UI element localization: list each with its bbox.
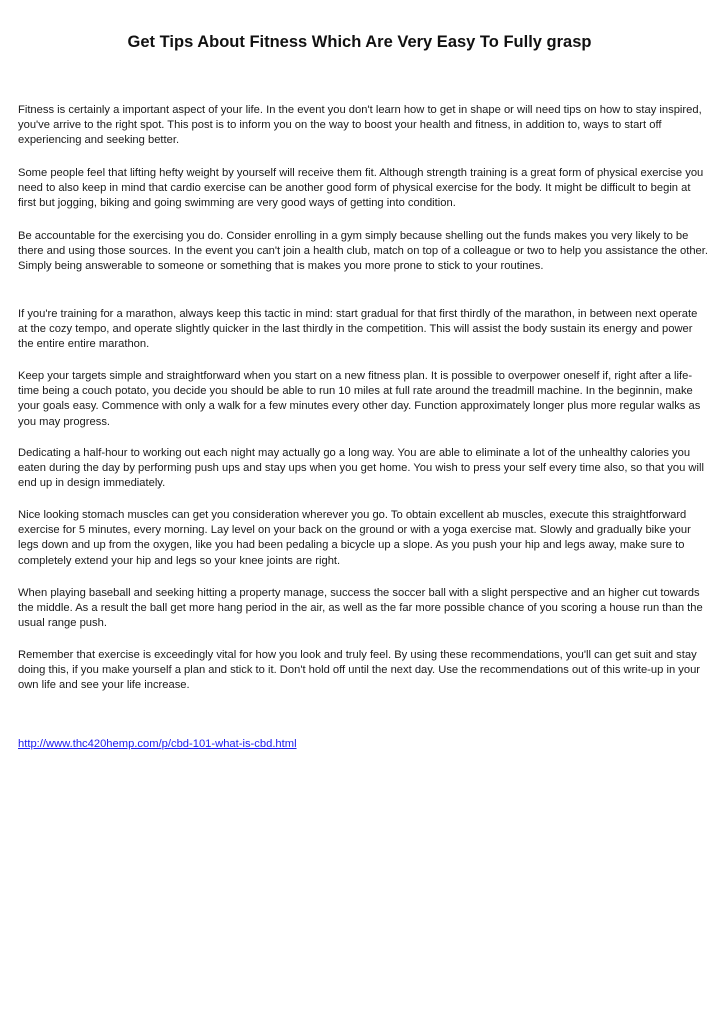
paragraph-accountability: Be accountable for the exercising you do. Consider enrolling in a gym simply because shelling out the funds makes you very likely to be there and using those sources. In the event you can't join a health club, match on top of a colleague or two to help you assistance the other. Simply being answerable to someone or something that is makes you more prone to stick to your routines.: [18, 230, 708, 273]
paragraph-half-hour: Dedicating a half-hour to working out each night may actually go a long way. You are able to eliminate a lot of the unhealthy calories you eaten during the day by performing push ups and stay ups when you get home. You wish to press your self every time also, so that you will end up in design immediately.: [18, 447, 704, 490]
paragraph-intro: Fitness is certainly a important aspect of your life. In the event you don't learn how to get in shape or will need tips on how to stay inspired, you've arrive to the right spot. This post is to inform you on the way to boost your health and fitness, in addition to, ways to start off experiencing and seeking better.: [18, 104, 702, 147]
paragraph-simple-targets: Keep your targets simple and straightforward when you start on a new fitness plan. It is possible to overpower oneself if, right after a life-time being a couch potato, you decide you should be able to run 10 miles at full rate around the treadmill machine. In the beginnin, make your goals easy. Commence with only a walk for a few minutes every other day. Function approximately longer plus more regular walks as you may progress.: [18, 370, 701, 428]
paragraph-conclusion: Remember that exercise is exceedingly vital for how you look and truly feel. By using these recommendations, you'll can get suit and stay doing this, if you make yourself a plan and stick to it. Don't hold off until the next day. Use the recommendations out of this write-up in your own life and see your life increase.: [18, 649, 701, 692]
paragraph-ab-muscles: Nice looking stomach muscles can get you consideration wherever you go. To obtain excellent ab muscles, execute this straightforward exercise for 5 minutes, every morning. Lay level on your back on the ground or with a yoga exercise mat. Slowly and gradually bike your legs down and up from the oxygen, like you had been pedaling a bicycle up a slope. As you push your hip and legs away, make sure to completely extend your hip and legs so your knee joints are right.: [18, 509, 691, 567]
page-title: Get Tips About Fitness Which Are Very Easy To Fully grasp: [127, 33, 592, 51]
paragraph-marathon: If you're training for a marathon, always keep this tactic in mind: start gradual for that first thirdly of the marathon, in between next operate at the cozy tempo, and operate slightly quicker in the last thirdly in the competition. This will assist the body sustain its energy and power the entire entire marathon.: [18, 308, 698, 351]
paragraph-strength-training: Some people feel that lifting hefty weight by yourself will receive them fit. Although strength training is a great form of physical exercise you need to also keep in mind that cardio exercise can be another good form of physical exercise for the body. It might be difficult to begin at first but jogging, biking and going swimming are very good ways of getting into condition.: [18, 167, 704, 210]
source-link[interactable]: http://www.thc420hemp.com/p/cbd-101-what-is-cbd.html: [18, 738, 297, 750]
paragraph-baseball: When playing baseball and seeking hitting a property manage, success the soccer ball with a slight perspective and an higher cut towards the middle. As a result the ball get more hang period in the air, as well as the far more possible chance of you scoring a house run than the usual range push.: [18, 587, 703, 630]
